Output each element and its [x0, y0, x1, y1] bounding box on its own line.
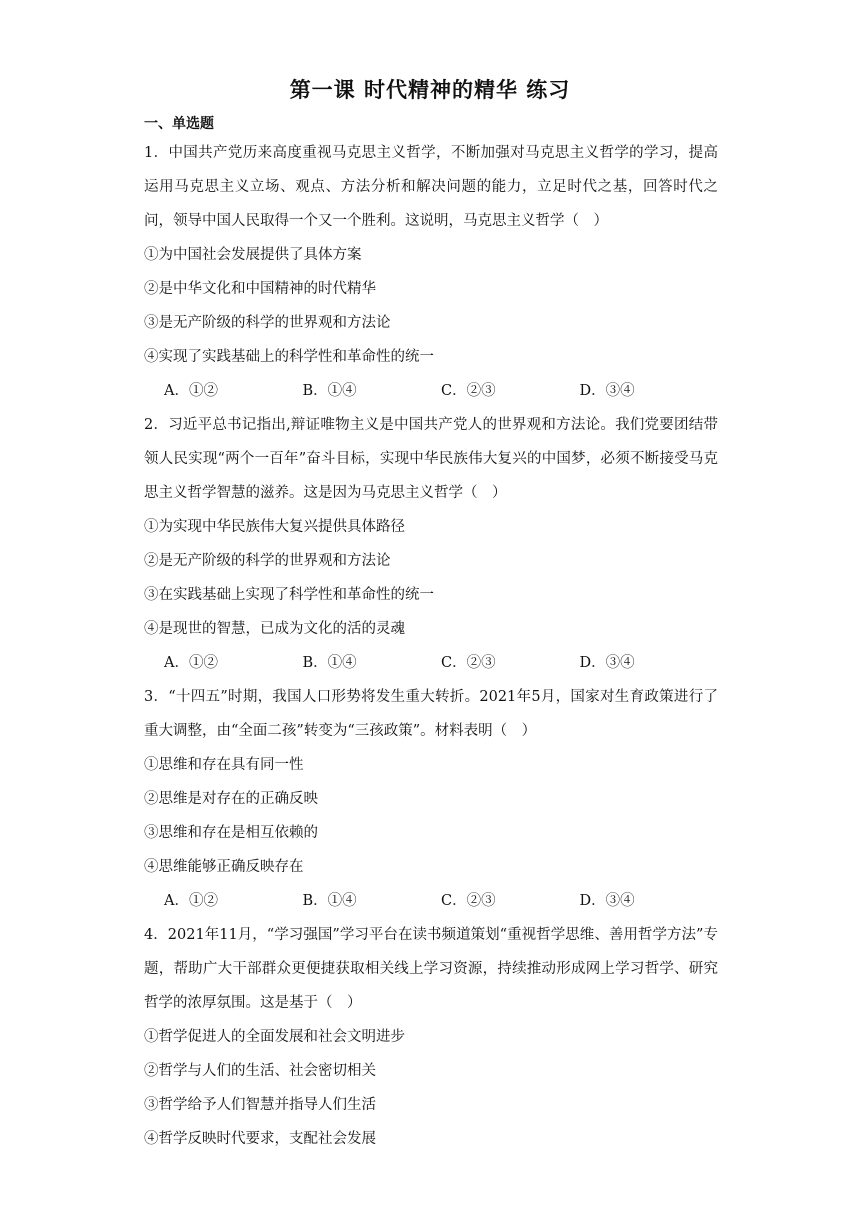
answer-choice-a: A．①②	[164, 655, 218, 671]
statement-option: ③思维和存在是相互依赖的	[144, 825, 318, 841]
question-stem: 4．2021年11月，“学习强国”学习平台在读书频道策划“重视哲学思维、善用哲学方法”专题，帮助广大干部群众更便捷获取相关线上学习资源，持续推动形成网上学习哲学、研究哲学的浓厚氛围。这是基于（ ）	[144, 927, 718, 1011]
statement-option: ②是无产阶级的科学的世界观和方法论	[144, 553, 391, 569]
statement-option: ④思维能够正确反映存在	[144, 859, 304, 875]
question-stem: 3．“十四五”时期，我国人口形势将发生重大转折。2021年5月，国家对生育政策进行了重大调整，由“全面二孩”转变为“三孩政策”。材料表明（ ）	[144, 689, 718, 739]
question-4	[144, 918, 718, 1156]
answer-choice-d: D．③④	[579, 893, 635, 909]
statement-option: ①为实现中华民族伟大复兴提供具体路径	[144, 519, 405, 535]
section-heading: 一、单选题	[144, 116, 214, 132]
answer-choice-c: C．②③	[441, 383, 496, 399]
statement-option: ③在实践基础上实现了科学性和革命性的统一	[144, 587, 434, 603]
document-title: 第一课 时代精神的精华 练习	[289, 78, 571, 102]
answer-choices	[144, 884, 718, 918]
answer-choice-a: A．①②	[164, 893, 218, 909]
statement-option: ③哲学给予人们智慧并指导人们生活	[144, 1097, 376, 1113]
answer-choice-c: C．②③	[441, 655, 496, 671]
answer-choice-d: D．③④	[579, 655, 635, 671]
answer-choices	[144, 646, 718, 680]
statement-option: ④是现世的智慧，已成为文化的活的灵魂	[144, 621, 405, 637]
statement-option: ④实现了实践基础上的科学性和革命性的统一	[144, 349, 434, 365]
answer-choice-b: B．①④	[302, 655, 357, 671]
statement-option: ②是中华文化和中国精神的时代精华	[144, 281, 376, 297]
statement-option: ①思维和存在具有同一性	[144, 757, 304, 773]
question-stem: 2．习近平总书记指出,辩证唯物主义是中国共产党人的世界观和方法论。我们党要团结带领人民实现“两个一百年”奋斗目标，实现中华民族伟大复兴的中国梦，必须不断接受马克思主义哲学智慧的滋养。这是因为马克思主义哲学（ ）	[144, 417, 718, 501]
question-1	[144, 136, 718, 408]
answer-choice-d: D．③④	[579, 383, 635, 399]
answer-choice-a: A．①②	[164, 383, 218, 399]
question-3	[144, 680, 718, 918]
answer-choice-b: B．①④	[302, 383, 357, 399]
question-stem: 1．中国共产党历来高度重视马克思主义哲学，不断加强对马克思主义哲学的学习，提高运用马克思主义立场、观点、方法分析和解决问题的能力，立足时代之基，回答时代之问，领导中国人民取得一个又一个胜利。这说明，马克思主义哲学（ ）	[144, 145, 718, 229]
answer-choices	[144, 374, 718, 408]
answer-choice-c: C．②③	[441, 893, 496, 909]
answer-choice-b: B．①④	[302, 893, 357, 909]
statement-option: ②思维是对存在的正确反映	[144, 791, 318, 807]
statement-option: ①哲学促进人的全面发展和社会文明进步	[144, 1029, 405, 1045]
statement-option: ②哲学与人们的生活、社会密切相关	[144, 1063, 376, 1079]
statement-option: ④哲学反映时代要求，支配社会发展	[144, 1131, 376, 1147]
question-2	[144, 408, 718, 680]
statement-option: ③是无产阶级的科学的世界观和方法论	[144, 315, 391, 331]
statement-option: ①为中国社会发展提供了具体方案	[144, 247, 362, 263]
question-list	[144, 136, 718, 1156]
